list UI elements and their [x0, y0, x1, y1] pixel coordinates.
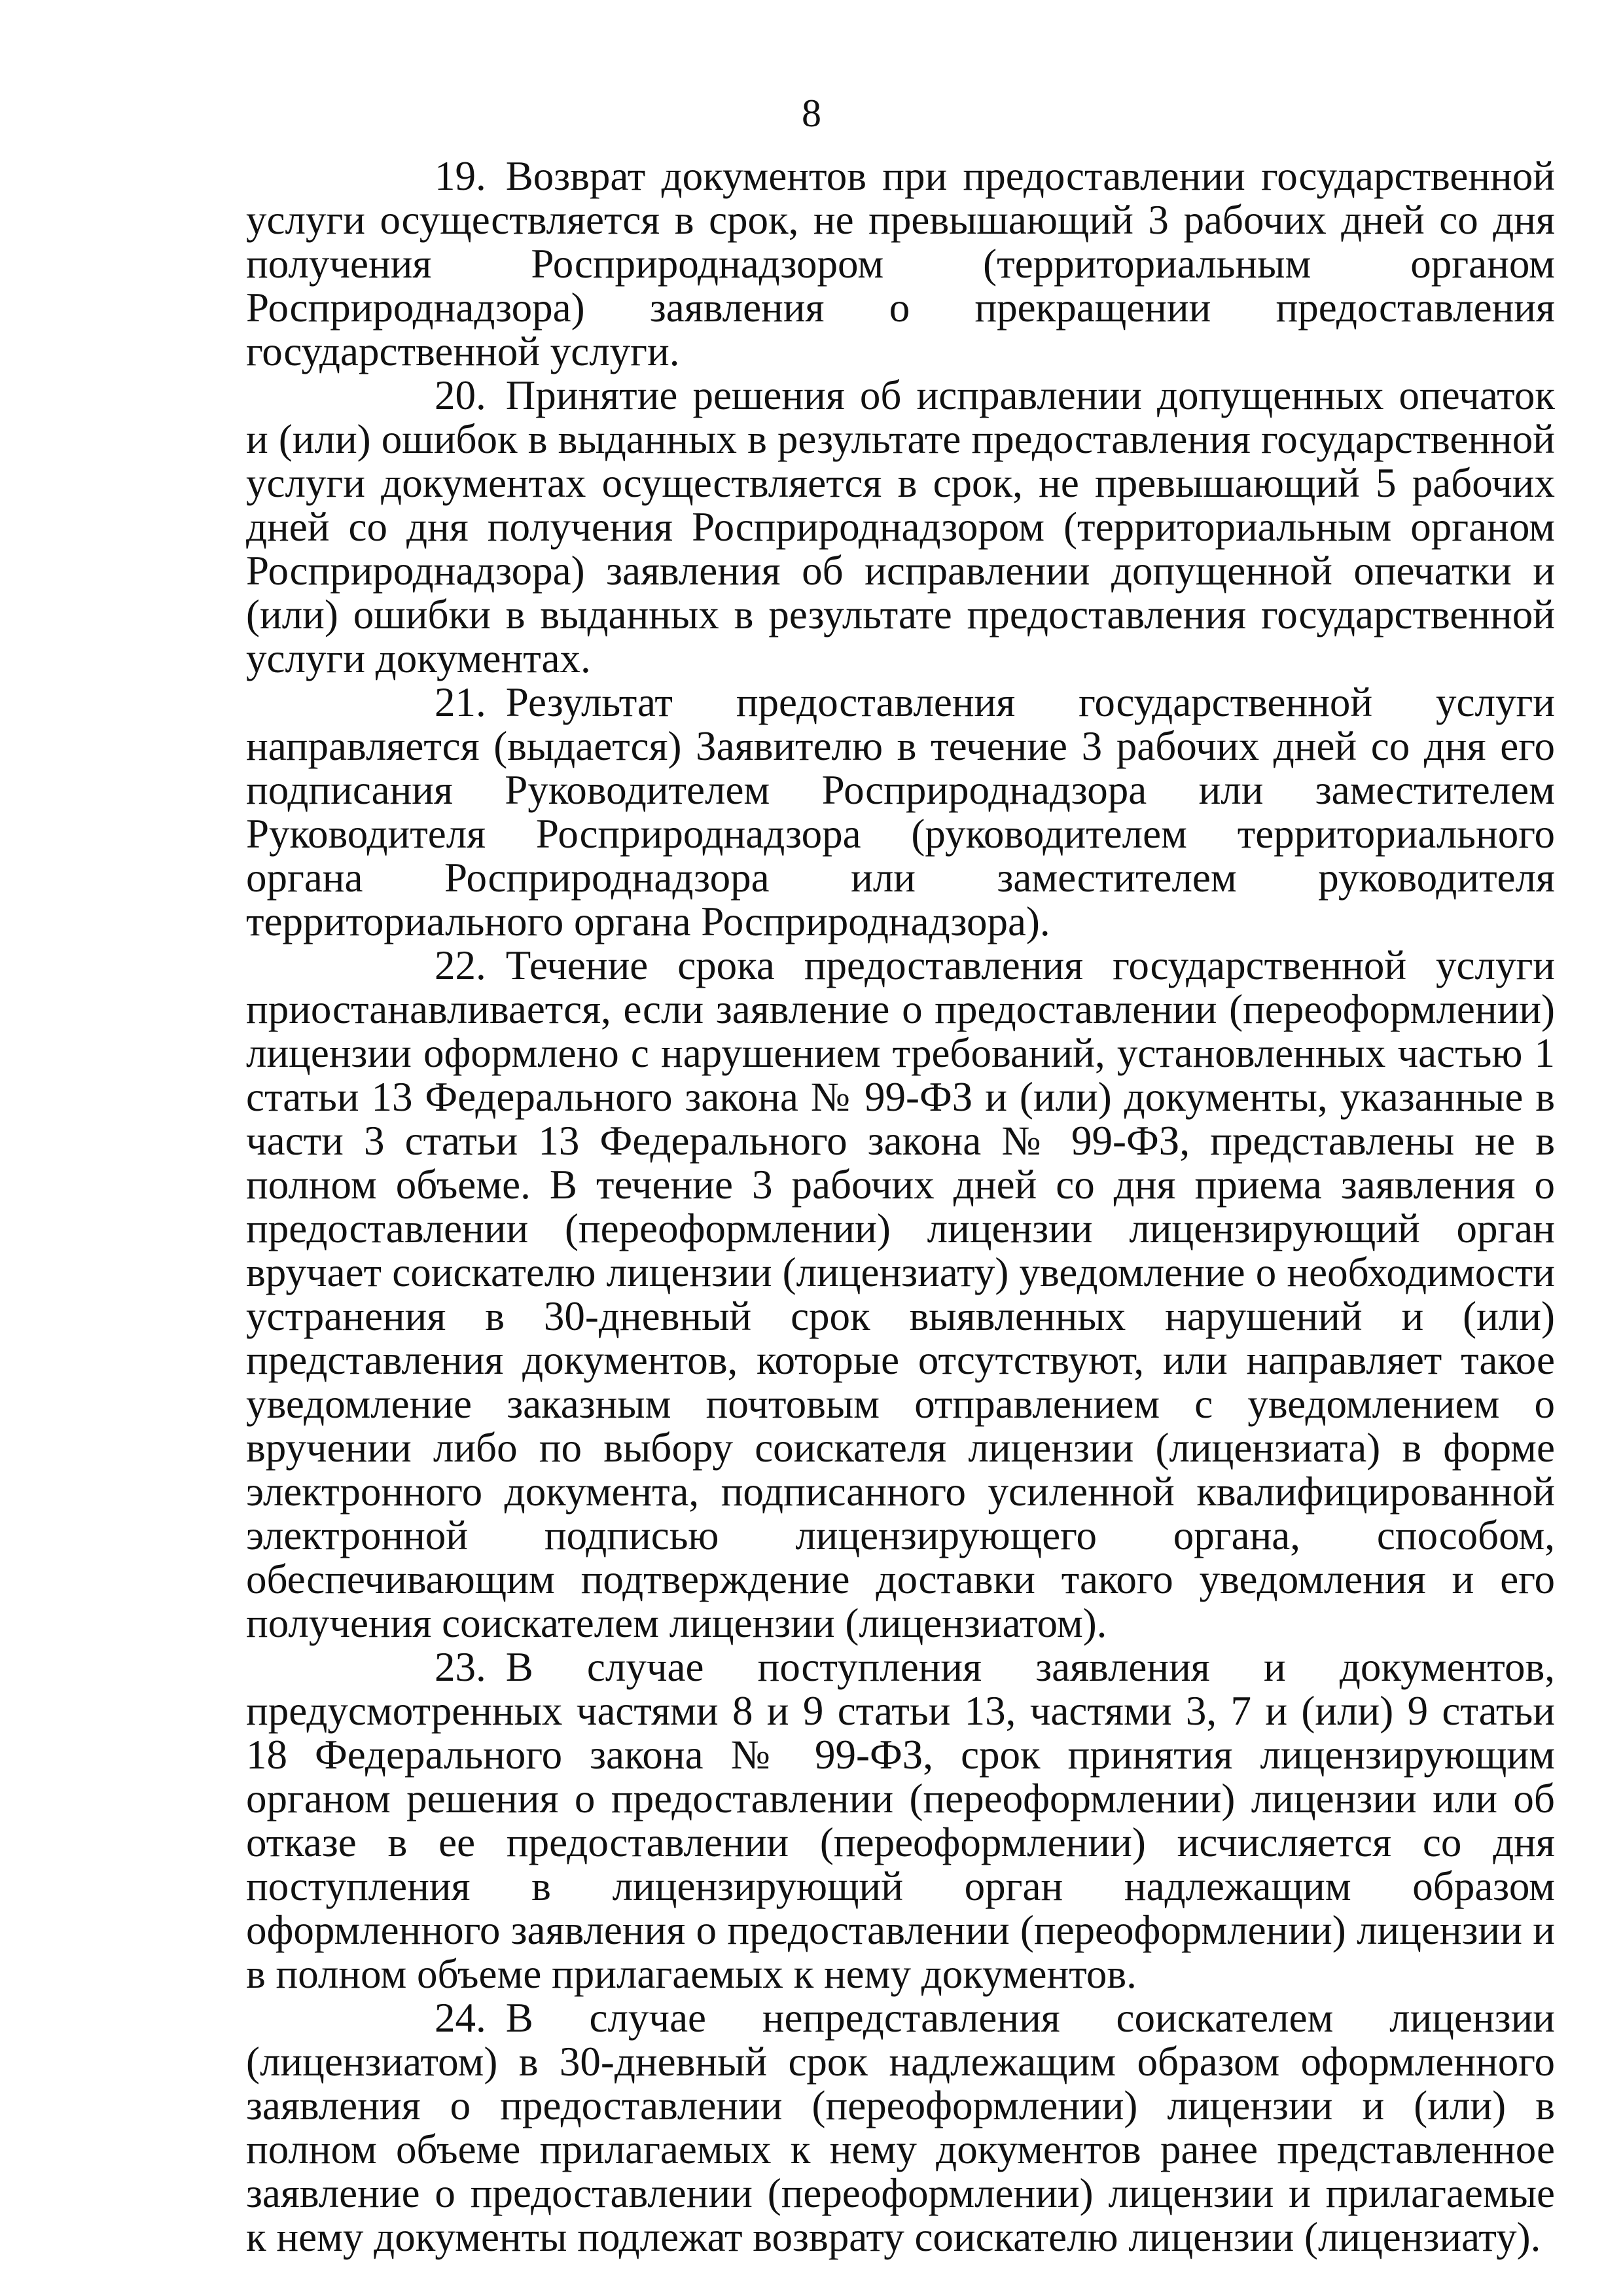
paragraph-text: Принятие решения об исправлении допущенных опечаток и (или) ошибок в выданных в результате предоставления государственной услуги документах осуществляется в срок, не превышающий 5 рабочих дней со дня получения Росприроднадзором (территориальным органом Росприроднадзора) заявления об исправлении допущенной опечатки и (или) ошибки в выданных в результате предоставления государственной услуги документах. [246, 372, 1555, 681]
paragraph-number: 20. [435, 372, 486, 418]
paragraph-text: Течение срока предоставления государственной услуги приостанавливается, если заявление о предоставлении (переоформлении) лицензии оформлено с нарушением требований, установленных частью 1 статьи 13 Федерального закона № 99-ФЗ и (или) документы, указанные в части 3 статьи 13 Федерального закона № 99-ФЗ, представлены не в полном объеме. В течение 3 рабочих дней со дня приема заявления о предоставлении (переоформлении) лицензии лицензирующий орган вручает соискателю лицензии (лицензиату) уведомление о необходимости устранения в 30-дневный срок выявленных нарушений и (или) представления документов, которые отсутствуют, или направляет такое уведомление заказным почтовым отправлением с уведомлением о вручении либо по выбору соискателя лицензии (лицензиата) в форме электронного документа, подписанного усиленной квалифицированной электронной подписью лицензирующего органа, способом, обеспечивающим подтверждение доставки такого уведомления и его получения соискателем лицензии (лицензиатом). [246, 942, 1555, 1646]
page-number: 8 [802, 92, 821, 135]
paragraph-number: 22. [435, 942, 486, 988]
paragraph-19 [246, 154, 1555, 374]
paragraph-20 [246, 374, 1555, 681]
paragraph-number: 23. [435, 1644, 486, 1690]
paragraph-22 [246, 944, 1555, 1645]
paragraph-number: 21. [435, 679, 486, 725]
paragraph-text: Результат предоставления государственной услуги направляется (выдается) Заявителю в течение 3 рабочих дней со дня его подписания Руководителем Росприроднадзора или заместителем Руководителя Росприроднадзора (руководителем территориального органа Росприроднадзора или заместителем руководителя территориального органа Росприроднадзора). [246, 679, 1555, 944]
paragraph-24 [246, 1996, 1555, 2259]
paragraph-21 [246, 681, 1555, 944]
paragraph-text: Возврат документов при предоставлении государственной услуги осуществляется в срок, не превышающий 3 рабочих дней со дня получения Росприроднадзором (территориальным органом Росприроднадзора) заявления о прекращении предоставления государственной услуги. [246, 153, 1555, 374]
paragraph-text: В случае поступления заявления и документов, предусмотренных частями 8 и 9 статьи 13, частями 3, 7 и (или) 9 статьи 18 Федерального закона № 99-ФЗ, срок принятия лицензирующим органом решения о предоставлении (переоформлении) лицензии или об отказе в ее предоставлении (переоформлении) исчисляется со дня поступления в лицензирующий орган надлежащим образом оформленного заявления о предоставлении (переоформлении) лицензии и в полном объеме прилагаемых к нему документов. [246, 1644, 1555, 1997]
document-body [246, 154, 1555, 2259]
paragraph-number: 19. [435, 153, 486, 199]
paragraph-text: В случае непредставления соискателем лицензии (лицензиатом) в 30-дневный срок надлежащим образом оформленного заявления о предоставлении (переоформлении) лицензии и (или) в полном объеме прилагаемых к нему документов ранее представленное заявление о предоставлении (переоформлении) лицензии и прилагаемые к нему документы подлежат возврату соискателю лицензии (лицензиату). [246, 1995, 1555, 2260]
paragraph-23 [246, 1645, 1555, 1996]
paragraph-number: 24. [435, 1995, 486, 2041]
